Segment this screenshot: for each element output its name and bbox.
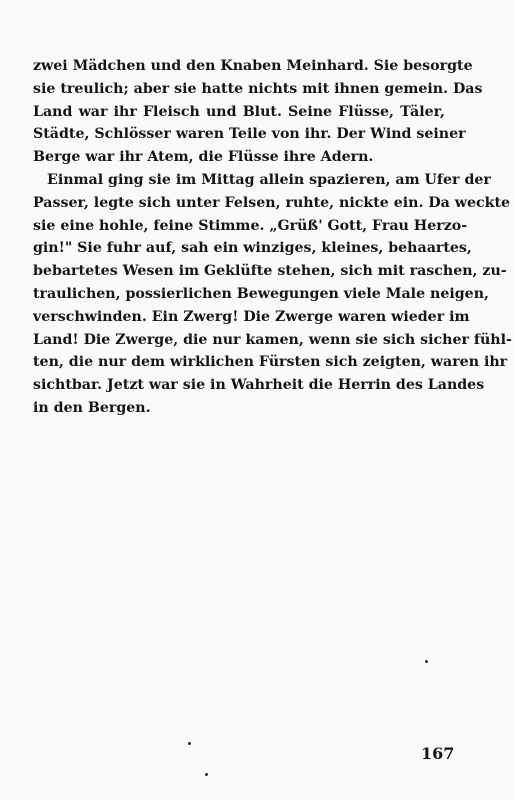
text-line: Städte, Schlösser waren Teile von ihr. Der Wind seiner (33, 126, 466, 143)
text-line: sichtbar. Jetzt war sie in Wahrheit die Herrin des Landes (33, 377, 485, 394)
text-line: gin!" Sie fuhr auf, sah ein winziges, kleines, behaartes, (33, 240, 472, 257)
text-line: Passer, legte sich unter Felsen, ruhte, nickte ein. Da weckte (33, 194, 511, 211)
text-line: Einmal ging sie im Mittag allein spazieren, am Ufer der (47, 171, 491, 188)
text-line: sie eine hohle, feine Stimme. „Grüß' Gott, Frau Herzo- (33, 217, 468, 234)
text-line: bebartetes Wesen im Geklüfte stehen, sich mit raschen, zu- (33, 263, 507, 280)
ink-speck (425, 660, 428, 663)
text-line: sie treulich; aber sie hatte nichts mit ihnen gemein. Das (33, 80, 483, 97)
page-number: 167 (421, 744, 455, 763)
text-line: traulichen, possierlichen Bewegungen viele Male neigen, (33, 285, 489, 302)
text-line: in den Bergen. (33, 399, 151, 416)
ink-speck (188, 742, 191, 745)
text-line: Land! Die Zwerge, die nur kamen, wenn sie sich sicher fühl- (33, 331, 512, 348)
text-line: ten, die nur dem wirklichen Fürsten sich zeigten, waren ihr (33, 354, 508, 371)
text-line: Berge war ihr Atem, die Flüsse ihre Adern. (33, 149, 374, 166)
body-text (33, 55, 512, 420)
text-line: Land war ihr Fleisch und Blut. Seine Flüsse, Täler, (33, 103, 445, 120)
ink-speck (205, 773, 208, 776)
text-line: verschwinden. Ein Zwerg! Die Zwerge waren wieder im (33, 308, 470, 325)
text-line: zwei Mädchen und den Knaben Meinhard. Sie besorgte (33, 58, 473, 74)
